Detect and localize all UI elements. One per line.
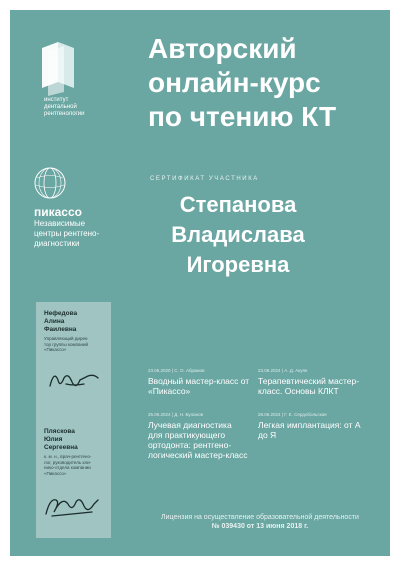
institute-name-line: рентгенологии: [44, 111, 85, 117]
course-item: [258, 412, 372, 440]
course-item-title-line: «Пикассо»: [148, 386, 191, 396]
course-item-title: [148, 420, 254, 460]
signer-name: [44, 428, 108, 452]
signer-role: [44, 336, 108, 353]
course-item-title-line: Легкая имплантация: от А: [258, 420, 361, 430]
institute-name-line: институт: [44, 97, 69, 103]
course-item-title-line: для практикующего: [148, 430, 226, 440]
signer-name: [44, 310, 108, 334]
course-meta: 23.06.2024 | А. Д. Акуян: [258, 368, 308, 373]
signature-image: [42, 492, 102, 520]
signer-role-line: «Пикассо»: [44, 470, 67, 476]
license-number: № 039430 от 13 июня 2018 г.: [211, 523, 309, 530]
certificate: [10, 10, 390, 556]
course-item: [258, 368, 372, 396]
course-item: [148, 368, 254, 396]
course-item-title-line: логический мастер-класс: [148, 450, 248, 460]
course-meta: 23.05.2020 | С. О. Абрамов: [148, 368, 205, 373]
certificate-label: СЕРТИФИКАТ УЧАСТНИКА: [150, 176, 259, 182]
signer-role-line: «Пикассо»: [44, 347, 67, 352]
course-item-title-line: Вводный мастер-класс от: [148, 376, 250, 386]
course-title: [148, 32, 380, 134]
picasso-subtitle-line: центры рентгено-: [34, 229, 100, 238]
signer-name-line: Нефедова: [44, 310, 78, 317]
course-meta: 28.06.2024 | Г. Е. Сердобольская: [258, 412, 327, 417]
course-title-line: онлайн-курс: [148, 67, 321, 98]
course-item-title-line: до Я: [258, 430, 277, 440]
course-item-title: [148, 376, 254, 396]
picasso-subtitle: [34, 219, 134, 249]
course-item: [148, 412, 254, 460]
signer-role-line: лог, руководитель кли-: [44, 459, 92, 465]
license-line: Лицензия на осуществление образовательной деятельности: [161, 514, 359, 521]
institute-name-line: дентальной: [44, 104, 77, 110]
course-title-line: Авторский: [148, 33, 297, 64]
signer-role-line: Управляющий дирек-: [44, 336, 89, 341]
signature-panel: [36, 302, 111, 538]
signer-role-line: к. м. н., врач-рентгено-: [44, 454, 92, 459]
signer-role-line: нико-отдела компании: [44, 465, 91, 470]
recipient-name-line: Владислава: [171, 222, 305, 247]
signer-name-line: Пляскова: [44, 428, 75, 435]
recipient-name-line: Игоревна: [186, 252, 290, 277]
course-item-title: [258, 420, 372, 440]
institute-name: [44, 97, 134, 118]
course-title-line: по чтению КТ: [148, 101, 337, 132]
picasso-subtitle-line: диагностики: [34, 239, 80, 248]
signer-block: [44, 428, 108, 476]
signer-role-line: тор группы компаний: [44, 341, 89, 347]
picasso-logo-icon: [32, 165, 68, 201]
course-item-title-line: класс. Основы КЛКТ: [258, 386, 339, 396]
license-text: [150, 513, 370, 531]
recipient-name-line: Степанова: [179, 192, 297, 217]
course-item-title-line: ортодонта: рентгено-: [148, 440, 232, 450]
institute-logo-icon: [38, 38, 78, 96]
recipient-name: [148, 190, 328, 280]
picasso-name: пикассо: [34, 205, 82, 219]
course-item-title: [258, 376, 372, 396]
signer-block: [44, 310, 108, 353]
signer-name-line: Алина: [44, 318, 65, 325]
course-item-title-line: Лучевая диагностика: [148, 420, 232, 430]
course-meta: 25.06.2024 | Д. Н. Буланов: [148, 412, 204, 417]
course-item-title-line: Терапевтический мастер-: [258, 376, 360, 386]
signer-name-line: Юлия: [44, 436, 63, 443]
signer-role: [44, 454, 108, 476]
signature-image: [44, 366, 104, 394]
signer-name-line: Фаилевна: [44, 326, 77, 333]
picasso-subtitle-line: Независимые: [34, 219, 86, 228]
signer-name-line: Сергеевна: [44, 444, 78, 451]
